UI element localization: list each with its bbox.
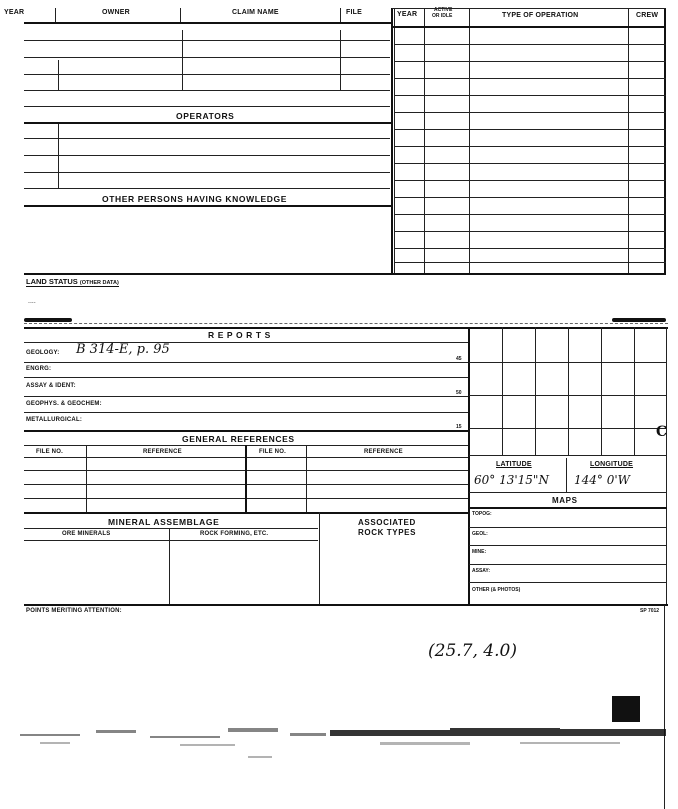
ref-col-file-no: FILE NO. xyxy=(36,449,63,455)
rule xyxy=(24,377,468,378)
points-label: POINTS MERITING ATTENTION: xyxy=(26,608,122,614)
maps-heading: MAPS xyxy=(552,496,578,505)
rule xyxy=(24,430,468,432)
report-value-geology: B 314-E, p. 95 xyxy=(76,342,170,357)
divider xyxy=(340,8,341,22)
maps-topog: TOPOG: xyxy=(472,511,492,517)
report-label-assay: ASSAY & IDENT: xyxy=(26,383,76,389)
divider xyxy=(391,8,393,274)
rule xyxy=(469,455,667,456)
rule xyxy=(394,78,666,79)
rule xyxy=(394,180,666,181)
report-label-metallurgical: METALLURGICAL: xyxy=(26,417,83,423)
rule xyxy=(24,172,390,173)
ref-col-reference: REFERENCE xyxy=(143,449,182,455)
rule xyxy=(469,545,667,546)
associated-heading: ASSOCIATED xyxy=(358,518,416,527)
divider xyxy=(394,8,395,274)
report-label-geophys: GEOPHYS. & GEOCHEM: xyxy=(26,401,102,407)
rule xyxy=(469,492,667,493)
rule xyxy=(24,205,392,207)
other-persons-heading: OTHER PERSONS HAVING KNOWLEDGE xyxy=(102,194,288,204)
divider xyxy=(182,30,183,90)
rule xyxy=(394,44,666,45)
smudge xyxy=(612,318,666,322)
registration-mark xyxy=(612,696,640,722)
divider xyxy=(424,8,425,274)
header-type-of-operation: TYPE OF OPERATION xyxy=(502,12,579,19)
divider xyxy=(469,8,470,274)
rule xyxy=(24,40,390,41)
report-num-metallurgical: 15 xyxy=(456,424,462,430)
report-num-geology: 45 xyxy=(456,356,462,362)
ore-minerals-heading: ORE MINERALS xyxy=(62,531,111,537)
rule xyxy=(24,512,468,514)
operators-heading: OPERATORS xyxy=(176,111,235,121)
rule xyxy=(394,248,666,249)
maps-assay: ASSAY: xyxy=(472,568,491,574)
rule xyxy=(24,122,392,124)
divider xyxy=(568,327,569,455)
rule xyxy=(394,231,666,232)
divider xyxy=(535,327,536,455)
rule xyxy=(469,428,667,429)
divider xyxy=(502,327,503,455)
divider xyxy=(634,327,635,455)
general-references-heading: GENERAL REFERENCES xyxy=(182,434,295,444)
latitude-label: LATITUDE xyxy=(496,461,532,468)
rule xyxy=(24,540,318,541)
divider xyxy=(666,327,667,604)
smudge xyxy=(24,318,72,322)
header-year-activity: YEAR xyxy=(397,11,418,18)
rule xyxy=(392,26,666,28)
divider xyxy=(86,445,87,512)
rule xyxy=(24,273,666,275)
rule xyxy=(394,95,666,96)
maps-mine: MINE: xyxy=(472,549,487,555)
rule xyxy=(24,74,390,75)
divider xyxy=(601,327,602,455)
divider xyxy=(55,8,56,22)
form-number: SP 7012 xyxy=(640,608,660,614)
header-owner: OWNER xyxy=(102,9,130,16)
rule xyxy=(24,57,390,58)
ref-col-file-no-2: FILE NO. xyxy=(259,449,286,455)
rule xyxy=(24,412,468,413)
rule xyxy=(24,362,468,363)
rule xyxy=(24,528,318,529)
maps-geol: GEOL: xyxy=(472,531,488,537)
report-num-assay: 50 xyxy=(456,390,462,396)
handwritten-coordinates: (25.7, 4.0) xyxy=(428,641,517,661)
divider xyxy=(628,8,629,274)
divider xyxy=(180,8,181,22)
report-label-engrg: ENGRG: xyxy=(26,366,52,372)
land-status-text: LAND STATUS xyxy=(26,277,78,286)
rule xyxy=(24,604,668,606)
maps-other: OTHER (& PHOTOS) xyxy=(472,587,521,593)
latitude-value: 60° 13'15"N xyxy=(474,473,549,487)
rule xyxy=(24,396,468,397)
divider xyxy=(169,528,170,604)
header-active: ACTIVE xyxy=(434,7,453,13)
edge-letter: C xyxy=(656,424,668,440)
rule xyxy=(394,262,666,263)
header-or-idle: OR IDLE xyxy=(432,13,453,19)
land-status-mark: .... xyxy=(28,298,36,305)
reports-heading: R E P O R T S xyxy=(208,330,271,340)
divider xyxy=(566,458,567,492)
rule xyxy=(392,8,666,9)
rule xyxy=(469,582,667,583)
divider xyxy=(319,512,320,604)
divider xyxy=(664,605,665,809)
scan-noise-band xyxy=(0,720,678,770)
longitude-value: 144° 0'W xyxy=(574,473,630,487)
divider xyxy=(245,445,247,512)
rule xyxy=(24,323,668,324)
divider xyxy=(58,124,59,188)
rule xyxy=(469,564,667,565)
mineral-assemblage-heading: MINERAL ASSEMBLAGE xyxy=(108,517,220,527)
rule xyxy=(469,527,667,528)
rule xyxy=(24,90,390,91)
land-status-sub: (OTHER DATA) xyxy=(79,280,119,286)
rule xyxy=(24,188,390,189)
rule xyxy=(469,362,667,363)
rule xyxy=(394,61,666,62)
rule xyxy=(394,112,666,113)
header-crew: CREW xyxy=(636,12,659,19)
rock-types-heading: ROCK TYPES xyxy=(358,528,417,537)
header-year: YEAR xyxy=(4,9,25,16)
rule xyxy=(394,129,666,130)
report-label-geology: GEOLOGY: xyxy=(26,350,60,356)
land-status-label xyxy=(26,277,119,287)
ref-col-reference-2: REFERENCE xyxy=(364,449,403,455)
header-file: FILE xyxy=(346,9,362,16)
divider xyxy=(58,60,59,90)
rule xyxy=(24,106,390,107)
longitude-label: LONGITUDE xyxy=(590,461,634,468)
rule xyxy=(24,155,390,156)
rule xyxy=(394,197,666,198)
rule xyxy=(394,146,666,147)
divider xyxy=(306,445,307,512)
rule xyxy=(24,22,392,24)
rule xyxy=(394,163,666,164)
rule xyxy=(394,214,666,215)
rule xyxy=(24,138,390,139)
divider xyxy=(340,30,341,90)
rock-forming-heading: ROCK FORMING, ETC. xyxy=(200,531,269,537)
divider xyxy=(664,8,666,274)
rule xyxy=(24,327,668,329)
rule xyxy=(469,507,667,509)
header-claim-name: CLAIM NAME xyxy=(232,9,279,16)
rule xyxy=(469,395,667,396)
divider xyxy=(468,327,470,604)
